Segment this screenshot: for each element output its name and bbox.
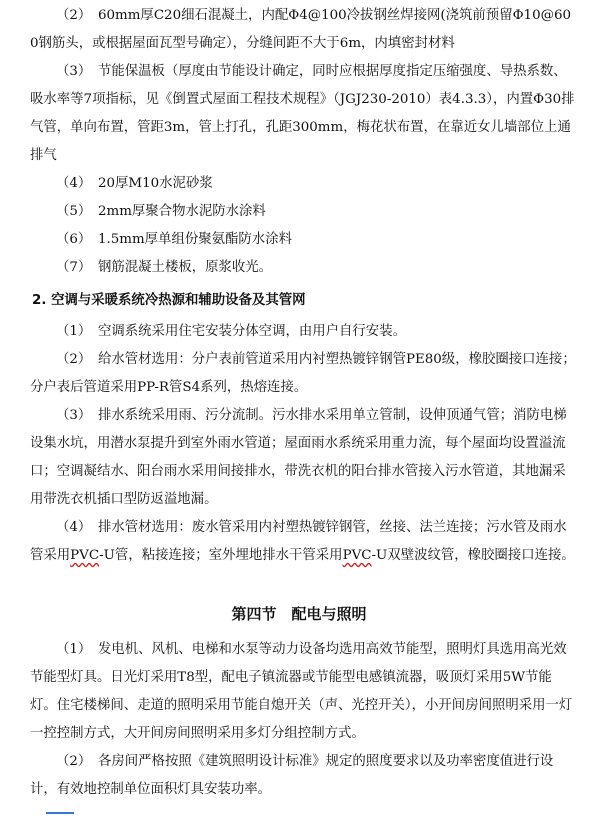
hvac-item-3-paragraph: （3） 排水系统采用雨、污分流制。污水排水采用单立管制，设伸顶通气管；消防电梯设集水坑，用潜水泵提升到室外雨水管道；屋面雨水系统采用重力流，每个屋面均设置溢流口；空调凝结水、阳台雨水采用间接排水，带洗衣机的阳台排水管接入污水管道，其地漏采用带洗衣机插口型防返溢地漏。 (30, 408, 567, 507)
hvac-item-4-text-b: -U管，粘接连接；室外埋地排水干管采用 (99, 548, 343, 563)
spellcheck-mark-pvc: PVC (70, 548, 100, 563)
page-edge-marker (46, 812, 74, 814)
spellcheck-mark-pvc: PVC (342, 548, 372, 563)
subsection-heading: 2. 空调与采暖系统冷热源和辅助设备及其管网 (32, 293, 306, 308)
roof-layer-3-paragraph: （3） 节能保温板（厚度由节能设计确定，同时应根据厚度指定压缩强度、导热系数、吸水率等7项指标，见《倒置式屋面工程技术规程》（JGJ230-2010）表4.3.3），内置Φ30排气管，单向布置，管距3m，管上打孔，孔距300mm，梅花状布置，在靠近女儿墙部位上通排气 (30, 64, 575, 163)
roof-layer-6-paragraph: （6） 1.5mm厚单组份聚氨酯防水涂料 (56, 232, 292, 247)
hvac-item-1-paragraph: （1） 空调系统采用住宅安装分体空调，由用户自行安装。 (56, 324, 406, 339)
lighting-item-1-paragraph: （1） 发电机、风机、电梯和水泵等动力设备均选用高效节能型，照明灯具选用高光效节能型灯具。日光灯采用T8型，配电子镇流器或节能型电感镇流器，吸顶灯采用5W节能灯。住宅楼梯间、走道的照明采用节能自熄开关（声、光控开关），小开间房间照明采用一灯一控控制方式，大开间房间照明采用多灯分组控制方式。 (30, 642, 573, 741)
lighting-item-2-paragraph: （2） 各房间严格按照《建筑照明设计标准》规定的照度要求以及功率密度值进行设计，有效地控制单位面积灯具安装功率。 (30, 754, 554, 797)
hvac-item-4-text-a: （4） 排水管材选用：废水管采用内衬塑热镀锌钢管，丝接、法兰连接；污水管及雨水管采用 (30, 520, 567, 563)
hvac-item-4-paragraph (30, 514, 578, 570)
roof-layer-7-paragraph: （7） 钢筋混凝土楼板，原浆收光。 (56, 260, 273, 275)
roof-layer-5-paragraph: （5） 2mm厚聚合物水泥防水涂料 (56, 204, 266, 219)
roof-layer-2-paragraph: （2） 60mm厚C20细石混凝土，内配Φ4@100冷拔钢丝焊接网(浇筑前预留Φ10@600钢筋头，或根据屋面瓦型号确定），分缝间距不大于6m，内填密封材料 (30, 8, 572, 51)
hvac-item-4-text-c: -U双壁波纹管，橡胶圈接口连接。 (371, 548, 575, 563)
hvac-item-2-paragraph: （2） 给水管材选用：分户表前管道采用内衬塑热镀锌钢管PE80级，橡胶圈接口连接；分户表后管道采用PP-R管S4系列，热熔连接。 (30, 352, 576, 395)
roof-layer-4-paragraph: （4） 20厚M10水泥砂浆 (56, 176, 213, 191)
section-title: 第四节 配电与照明 (231, 605, 367, 623)
